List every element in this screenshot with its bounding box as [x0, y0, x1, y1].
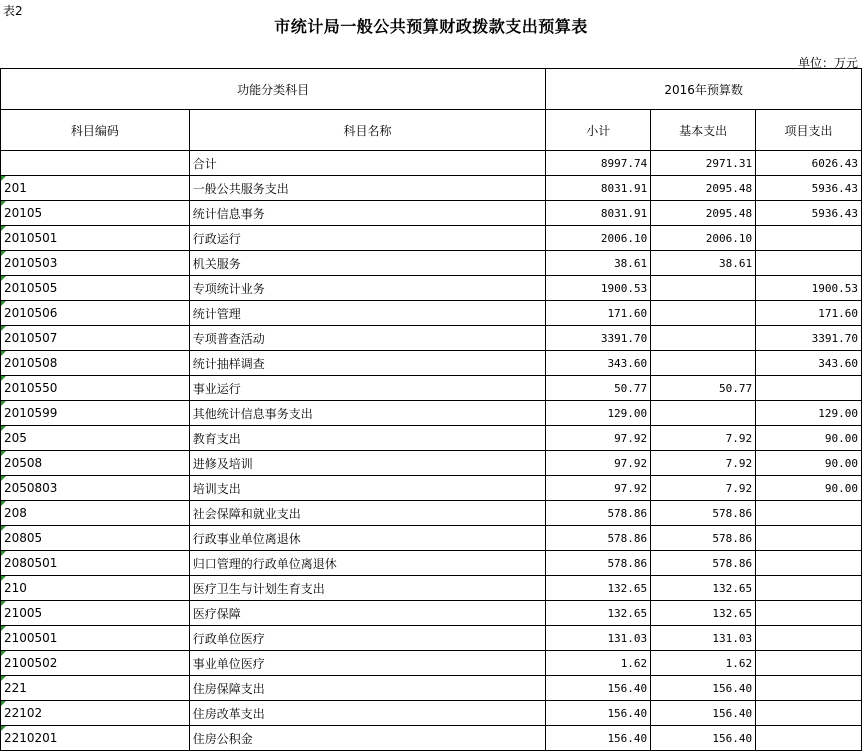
cell-name[interactable]	[189, 476, 546, 501]
cell-marker-icon	[1, 301, 6, 306]
cell-basic[interactable]	[651, 151, 756, 176]
table-row[interactable]	[1, 151, 862, 176]
cell-marker-icon	[1, 251, 6, 256]
cell-project[interactable]	[756, 351, 862, 376]
table-row[interactable]	[1, 551, 862, 576]
cell-subtotal-text: 2006.10	[600, 231, 648, 245]
cell-code[interactable]	[1, 301, 190, 326]
cell-subtotal-text: 156.40	[607, 681, 648, 695]
cell-name-text: 住房保障支出	[192, 681, 265, 696]
cell-basic[interactable]	[651, 601, 756, 626]
header-subtotal: 小计	[546, 110, 651, 151]
cell-project[interactable]	[756, 426, 862, 451]
cell-basic[interactable]	[651, 576, 756, 601]
cell-code-text: 2100502	[4, 656, 58, 670]
cell-subtotal[interactable]	[546, 451, 651, 476]
cell-subtotal[interactable]	[546, 276, 651, 301]
cell-project[interactable]	[756, 551, 862, 576]
table-row[interactable]	[1, 201, 862, 226]
cell-name-text: 医疗卫生与计划生育支出	[192, 581, 325, 596]
cell-project[interactable]	[756, 251, 862, 276]
cell-subtotal-text: 8031.91	[600, 181, 648, 195]
cell-code-text: 2010508	[4, 356, 58, 370]
cell-subtotal[interactable]	[546, 401, 651, 426]
cell-subtotal[interactable]	[546, 351, 651, 376]
cell-marker-icon	[1, 351, 6, 356]
cell-code[interactable]	[1, 551, 190, 576]
cell-name[interactable]	[189, 601, 546, 626]
cell-basic[interactable]	[651, 201, 756, 226]
cell-project[interactable]	[756, 576, 862, 601]
cell-code[interactable]	[1, 326, 190, 351]
cell-name-text: 归口管理的行政单位离退休	[192, 556, 337, 571]
cell-basic-text: 2006.10	[705, 231, 753, 245]
cell-name-text: 行政事业单位离退休	[192, 531, 301, 546]
cell-name-text: 统计抽样调查	[192, 356, 265, 371]
cell-marker-icon	[1, 601, 6, 606]
cell-project[interactable]	[756, 201, 862, 226]
cell-code-text: 2010599	[4, 406, 58, 420]
table-row[interactable]	[1, 426, 862, 451]
cell-marker-icon	[1, 626, 6, 631]
cell-marker-icon	[1, 201, 6, 206]
cell-subtotal-text: 8997.74	[600, 156, 648, 170]
table-row[interactable]	[1, 251, 862, 276]
cell-subtotal-text: 8031.91	[600, 206, 648, 220]
cell-subtotal[interactable]	[546, 651, 651, 676]
cell-name[interactable]	[189, 201, 546, 226]
cell-name[interactable]	[189, 251, 546, 276]
cell-code[interactable]	[1, 601, 190, 626]
table-row[interactable]	[1, 651, 862, 676]
cell-basic-text: 156.40	[712, 706, 753, 720]
cell-basic-text: 156.40	[712, 681, 753, 695]
cell-name-text: 事业单位医疗	[192, 656, 265, 671]
cell-basic-text: 578.86	[712, 531, 753, 545]
cell-code-text: 2010550	[4, 381, 58, 395]
cell-project[interactable]	[756, 476, 862, 501]
cell-name-text: 一般公共服务支出	[192, 181, 289, 196]
cell-name[interactable]	[189, 526, 546, 551]
cell-subtotal-text: 578.86	[607, 556, 648, 570]
cell-subtotal-text: 131.03	[607, 631, 648, 645]
table-row[interactable]	[1, 576, 862, 601]
table-tag: 表2	[3, 4, 23, 18]
header-code: 科目编码	[1, 110, 190, 151]
cell-name-text: 教育支出	[192, 431, 241, 446]
cell-code-text: 2010501	[4, 231, 58, 245]
cell-marker-icon	[1, 651, 6, 656]
cell-subtotal[interactable]	[546, 226, 651, 251]
cell-name[interactable]	[189, 351, 546, 376]
cell-basic[interactable]	[651, 326, 756, 351]
cell-project[interactable]	[756, 401, 862, 426]
cell-name-text: 培训支出	[192, 481, 241, 496]
cell-subtotal[interactable]	[546, 426, 651, 451]
cell-basic[interactable]	[651, 226, 756, 251]
cell-subtotal-text: 97.92	[614, 456, 648, 470]
cell-basic[interactable]	[651, 726, 756, 751]
cell-name[interactable]	[189, 276, 546, 301]
header-row-columns	[1, 110, 862, 151]
cell-basic[interactable]	[651, 626, 756, 651]
cell-project[interactable]	[756, 226, 862, 251]
cell-basic-text: 578.86	[712, 506, 753, 520]
cell-marker-icon	[1, 551, 6, 556]
cell-basic[interactable]	[651, 301, 756, 326]
cell-name[interactable]	[189, 576, 546, 601]
cell-subtotal-text: 97.92	[614, 431, 648, 445]
table-row[interactable]	[1, 676, 862, 701]
cell-marker-icon	[1, 401, 6, 406]
cell-subtotal-text: 97.92	[614, 481, 648, 495]
cell-name[interactable]	[189, 676, 546, 701]
cell-subtotal-text: 38.61	[614, 256, 648, 270]
cell-basic[interactable]	[651, 501, 756, 526]
cell-project[interactable]	[756, 276, 862, 301]
cell-code[interactable]	[1, 451, 190, 476]
cell-name-text: 机关服务	[192, 256, 241, 271]
cell-subtotal-text: 156.40	[607, 731, 648, 745]
cell-project-text: 5936.43	[811, 181, 858, 195]
cell-project[interactable]	[756, 501, 862, 526]
table-row[interactable]	[1, 176, 862, 201]
cell-code[interactable]	[1, 476, 190, 501]
cell-basic-text: 578.86	[712, 556, 753, 570]
header-budget-year: 2016年预算数	[546, 69, 862, 110]
cell-name[interactable]	[189, 226, 546, 251]
cell-code-text: 2050803	[4, 481, 58, 495]
cell-project-text: 90.00	[824, 456, 858, 470]
cell-name-text: 事业运行	[192, 381, 241, 396]
cell-marker-icon	[1, 576, 6, 581]
cell-project[interactable]	[756, 676, 862, 701]
cell-subtotal[interactable]	[546, 576, 651, 601]
cell-basic-text: 132.65	[712, 606, 753, 620]
table-row[interactable]	[1, 501, 862, 526]
table-row[interactable]	[1, 401, 862, 426]
cell-project[interactable]	[756, 326, 862, 351]
cell-project[interactable]	[756, 151, 862, 176]
cell-project[interactable]	[756, 726, 862, 751]
table-row[interactable]	[1, 476, 862, 501]
header-row-group	[1, 69, 862, 110]
cell-code-text: 2100501	[4, 631, 58, 645]
cell-basic[interactable]	[651, 451, 756, 476]
cell-code[interactable]	[1, 276, 190, 301]
header-project: 项目支出	[756, 110, 862, 151]
cell-basic[interactable]	[651, 376, 756, 401]
cell-subtotal[interactable]	[546, 626, 651, 651]
cell-basic[interactable]	[651, 526, 756, 551]
cell-marker-icon	[1, 476, 6, 481]
cell-code[interactable]	[1, 526, 190, 551]
cell-marker-icon	[1, 526, 6, 531]
cell-project[interactable]	[756, 301, 862, 326]
cell-basic[interactable]	[651, 551, 756, 576]
cell-code[interactable]	[1, 626, 190, 651]
cell-code[interactable]	[1, 501, 190, 526]
cell-code[interactable]	[1, 701, 190, 726]
cell-basic-text: 50.77	[718, 381, 753, 395]
cell-code-text: 2210201	[4, 731, 58, 745]
cell-code-text: 2010506	[4, 306, 58, 320]
table-row[interactable]	[1, 226, 862, 251]
cell-subtotal[interactable]	[546, 676, 651, 701]
cell-code[interactable]	[1, 351, 190, 376]
cell-project[interactable]	[756, 376, 862, 401]
cell-code-text: 205	[4, 431, 27, 445]
cell-subtotal-text: 156.40	[607, 706, 648, 720]
cell-subtotal-text: 578.86	[607, 531, 648, 545]
cell-name-text: 统计信息事务	[192, 206, 265, 221]
cell-code[interactable]	[1, 401, 190, 426]
cell-basic-text: 131.03	[712, 631, 753, 645]
cell-code-text: 201	[4, 181, 27, 195]
cell-project-text: 6026.43	[811, 156, 858, 170]
cell-basic[interactable]	[651, 351, 756, 376]
cell-subtotal[interactable]	[546, 251, 651, 276]
cell-name[interactable]	[189, 426, 546, 451]
table-row[interactable]	[1, 351, 862, 376]
cell-subtotal-text: 578.86	[607, 506, 648, 520]
cell-name-text: 行政单位医疗	[192, 631, 265, 646]
cell-name[interactable]	[189, 651, 546, 676]
cell-project-text: 343.60	[818, 356, 858, 370]
cell-code-text: 208	[4, 506, 27, 520]
cell-code-text: 2080501	[4, 556, 58, 570]
cell-subtotal-text: 129.00	[607, 406, 648, 420]
cell-marker-icon	[1, 226, 6, 231]
cell-name-text: 住房公积金	[192, 731, 253, 746]
cell-code[interactable]	[1, 576, 190, 601]
cell-name[interactable]	[189, 626, 546, 651]
cell-subtotal-text: 1.62	[620, 656, 648, 670]
cell-project[interactable]	[756, 526, 862, 551]
cell-basic[interactable]	[651, 426, 756, 451]
cell-subtotal[interactable]	[546, 151, 651, 176]
cell-code[interactable]	[1, 376, 190, 401]
cell-code-text: 22102	[4, 706, 43, 720]
cell-basic-text: 2095.48	[705, 181, 753, 195]
table-row[interactable]	[1, 701, 862, 726]
cell-basic[interactable]	[651, 476, 756, 501]
table-body	[1, 151, 862, 751]
header-name: 科目名称	[189, 110, 546, 151]
cell-code-text: 210	[4, 581, 27, 595]
cell-code[interactable]	[1, 151, 190, 176]
cell-marker-icon	[1, 501, 6, 506]
cell-code[interactable]	[1, 176, 190, 201]
cell-code-text: 221	[4, 681, 27, 695]
cell-basic[interactable]	[651, 401, 756, 426]
table-row[interactable]	[1, 326, 862, 351]
cell-project[interactable]	[756, 626, 862, 651]
cell-project-text: 1900.53	[811, 281, 858, 295]
cell-project-text: 3391.70	[811, 331, 858, 345]
cell-basic-text: 2971.31	[705, 156, 753, 170]
header-function-category: 功能分类科目	[1, 69, 546, 110]
cell-subtotal[interactable]	[546, 726, 651, 751]
cell-marker-icon	[1, 676, 6, 681]
cell-subtotal[interactable]	[546, 526, 651, 551]
table-row[interactable]	[1, 301, 862, 326]
cell-subtotal[interactable]	[546, 176, 651, 201]
cell-project-text: 5936.43	[811, 206, 858, 220]
cell-project[interactable]	[756, 176, 862, 201]
cell-code-text: 2010507	[4, 331, 58, 345]
cell-name-text: 社会保障和就业支出	[192, 506, 301, 521]
cell-name[interactable]	[189, 151, 546, 176]
cell-name-text: 合计	[192, 156, 217, 171]
cell-name-text: 专项统计业务	[192, 281, 265, 296]
cell-code-text: 20508	[4, 456, 43, 470]
cell-name-text: 专项普查活动	[192, 331, 265, 346]
cell-code[interactable]	[1, 726, 190, 751]
cell-project-text: 129.00	[818, 406, 858, 420]
cell-marker-icon	[1, 701, 6, 706]
cell-code[interactable]	[1, 251, 190, 276]
cell-marker-icon	[1, 176, 6, 181]
cell-subtotal-text: 132.65	[607, 581, 648, 595]
cell-subtotal-text: 343.60	[607, 356, 648, 370]
cell-code-text: 20105	[4, 206, 43, 220]
cell-name-text: 统计管理	[192, 306, 241, 321]
cell-subtotal[interactable]	[546, 601, 651, 626]
cell-name[interactable]	[189, 501, 546, 526]
cell-name[interactable]	[189, 451, 546, 476]
cell-basic[interactable]	[651, 676, 756, 701]
cell-name-text: 住房改革支出	[192, 706, 265, 721]
cell-basic-text: 2095.48	[705, 206, 753, 220]
cell-marker-icon	[1, 326, 6, 331]
cell-project[interactable]	[756, 701, 862, 726]
cell-name[interactable]	[189, 551, 546, 576]
cell-code[interactable]	[1, 651, 190, 676]
cell-project[interactable]	[756, 651, 862, 676]
cell-code[interactable]	[1, 226, 190, 251]
cell-name[interactable]	[189, 701, 546, 726]
table-row[interactable]	[1, 451, 862, 476]
cell-name-text: 其他统计信息事务支出	[192, 406, 313, 421]
cell-subtotal[interactable]	[546, 326, 651, 351]
cell-code[interactable]	[1, 676, 190, 701]
cell-subtotal[interactable]	[546, 376, 651, 401]
cell-project[interactable]	[756, 451, 862, 476]
cell-subtotal[interactable]	[546, 476, 651, 501]
table-row[interactable]	[1, 601, 862, 626]
cell-basic-text: 156.40	[712, 731, 753, 745]
table-row[interactable]	[1, 726, 862, 751]
cell-code-text: 20805	[4, 531, 43, 545]
cell-subtotal-text: 1900.53	[600, 281, 648, 295]
cell-subtotal-text: 50.77	[614, 381, 648, 395]
cell-subtotal[interactable]	[546, 201, 651, 226]
cell-basic[interactable]	[651, 701, 756, 726]
cell-marker-icon	[1, 726, 6, 731]
cell-code-text: 2010505	[4, 281, 58, 295]
cell-marker-icon	[1, 426, 6, 431]
cell-name-text: 医疗保障	[192, 606, 241, 621]
cell-subtotal[interactable]	[546, 701, 651, 726]
cell-project-text: 90.00	[824, 481, 858, 495]
cell-code-text: 2010503	[4, 256, 58, 270]
cell-marker-icon	[1, 376, 6, 381]
cell-name[interactable]	[189, 176, 546, 201]
cell-subtotal[interactable]	[546, 301, 651, 326]
cell-name[interactable]	[189, 726, 546, 751]
cell-name[interactable]	[189, 401, 546, 426]
cell-name[interactable]	[189, 301, 546, 326]
header-basic: 基本支出	[651, 110, 756, 151]
cell-basic[interactable]	[651, 276, 756, 301]
cell-marker-icon	[1, 451, 6, 456]
cell-subtotal-text: 3391.70	[600, 331, 648, 345]
cell-name-text: 进修及培训	[192, 456, 253, 471]
cell-code[interactable]	[1, 201, 190, 226]
cell-name[interactable]	[189, 326, 546, 351]
cell-basic-text: 7.92	[725, 481, 753, 495]
cell-name[interactable]	[189, 376, 546, 401]
table-row[interactable]	[1, 526, 862, 551]
unit-label: 单位：万元	[797, 56, 858, 70]
table-row[interactable]	[1, 276, 862, 301]
budget-table	[0, 68, 862, 751]
cell-project-text: 90.00	[824, 431, 858, 445]
cell-basic-text: 132.65	[712, 581, 753, 595]
table-row[interactable]	[1, 626, 862, 651]
cell-code-text: 21005	[4, 606, 43, 620]
cell-code[interactable]	[1, 426, 190, 451]
cell-subtotal[interactable]	[546, 501, 651, 526]
cell-basic-text: 1.62	[725, 656, 753, 670]
cell-basic[interactable]	[651, 251, 756, 276]
cell-project[interactable]	[756, 601, 862, 626]
table-row[interactable]	[1, 376, 862, 401]
cell-marker-icon	[1, 276, 6, 281]
cell-name-text: 行政运行	[192, 231, 241, 246]
cell-basic-text: 7.92	[725, 431, 753, 445]
cell-basic-text: 7.92	[725, 456, 753, 470]
cell-subtotal[interactable]	[546, 551, 651, 576]
page-title: 市统计局一般公共预算财政拨款支出预算表	[274, 17, 588, 36]
cell-basic-text: 38.61	[718, 256, 753, 270]
cell-subtotal-text: 171.60	[607, 306, 648, 320]
cell-subtotal-text: 132.65	[607, 606, 648, 620]
cell-basic[interactable]	[651, 176, 756, 201]
cell-project-text: 171.60	[818, 306, 858, 320]
cell-basic[interactable]	[651, 651, 756, 676]
